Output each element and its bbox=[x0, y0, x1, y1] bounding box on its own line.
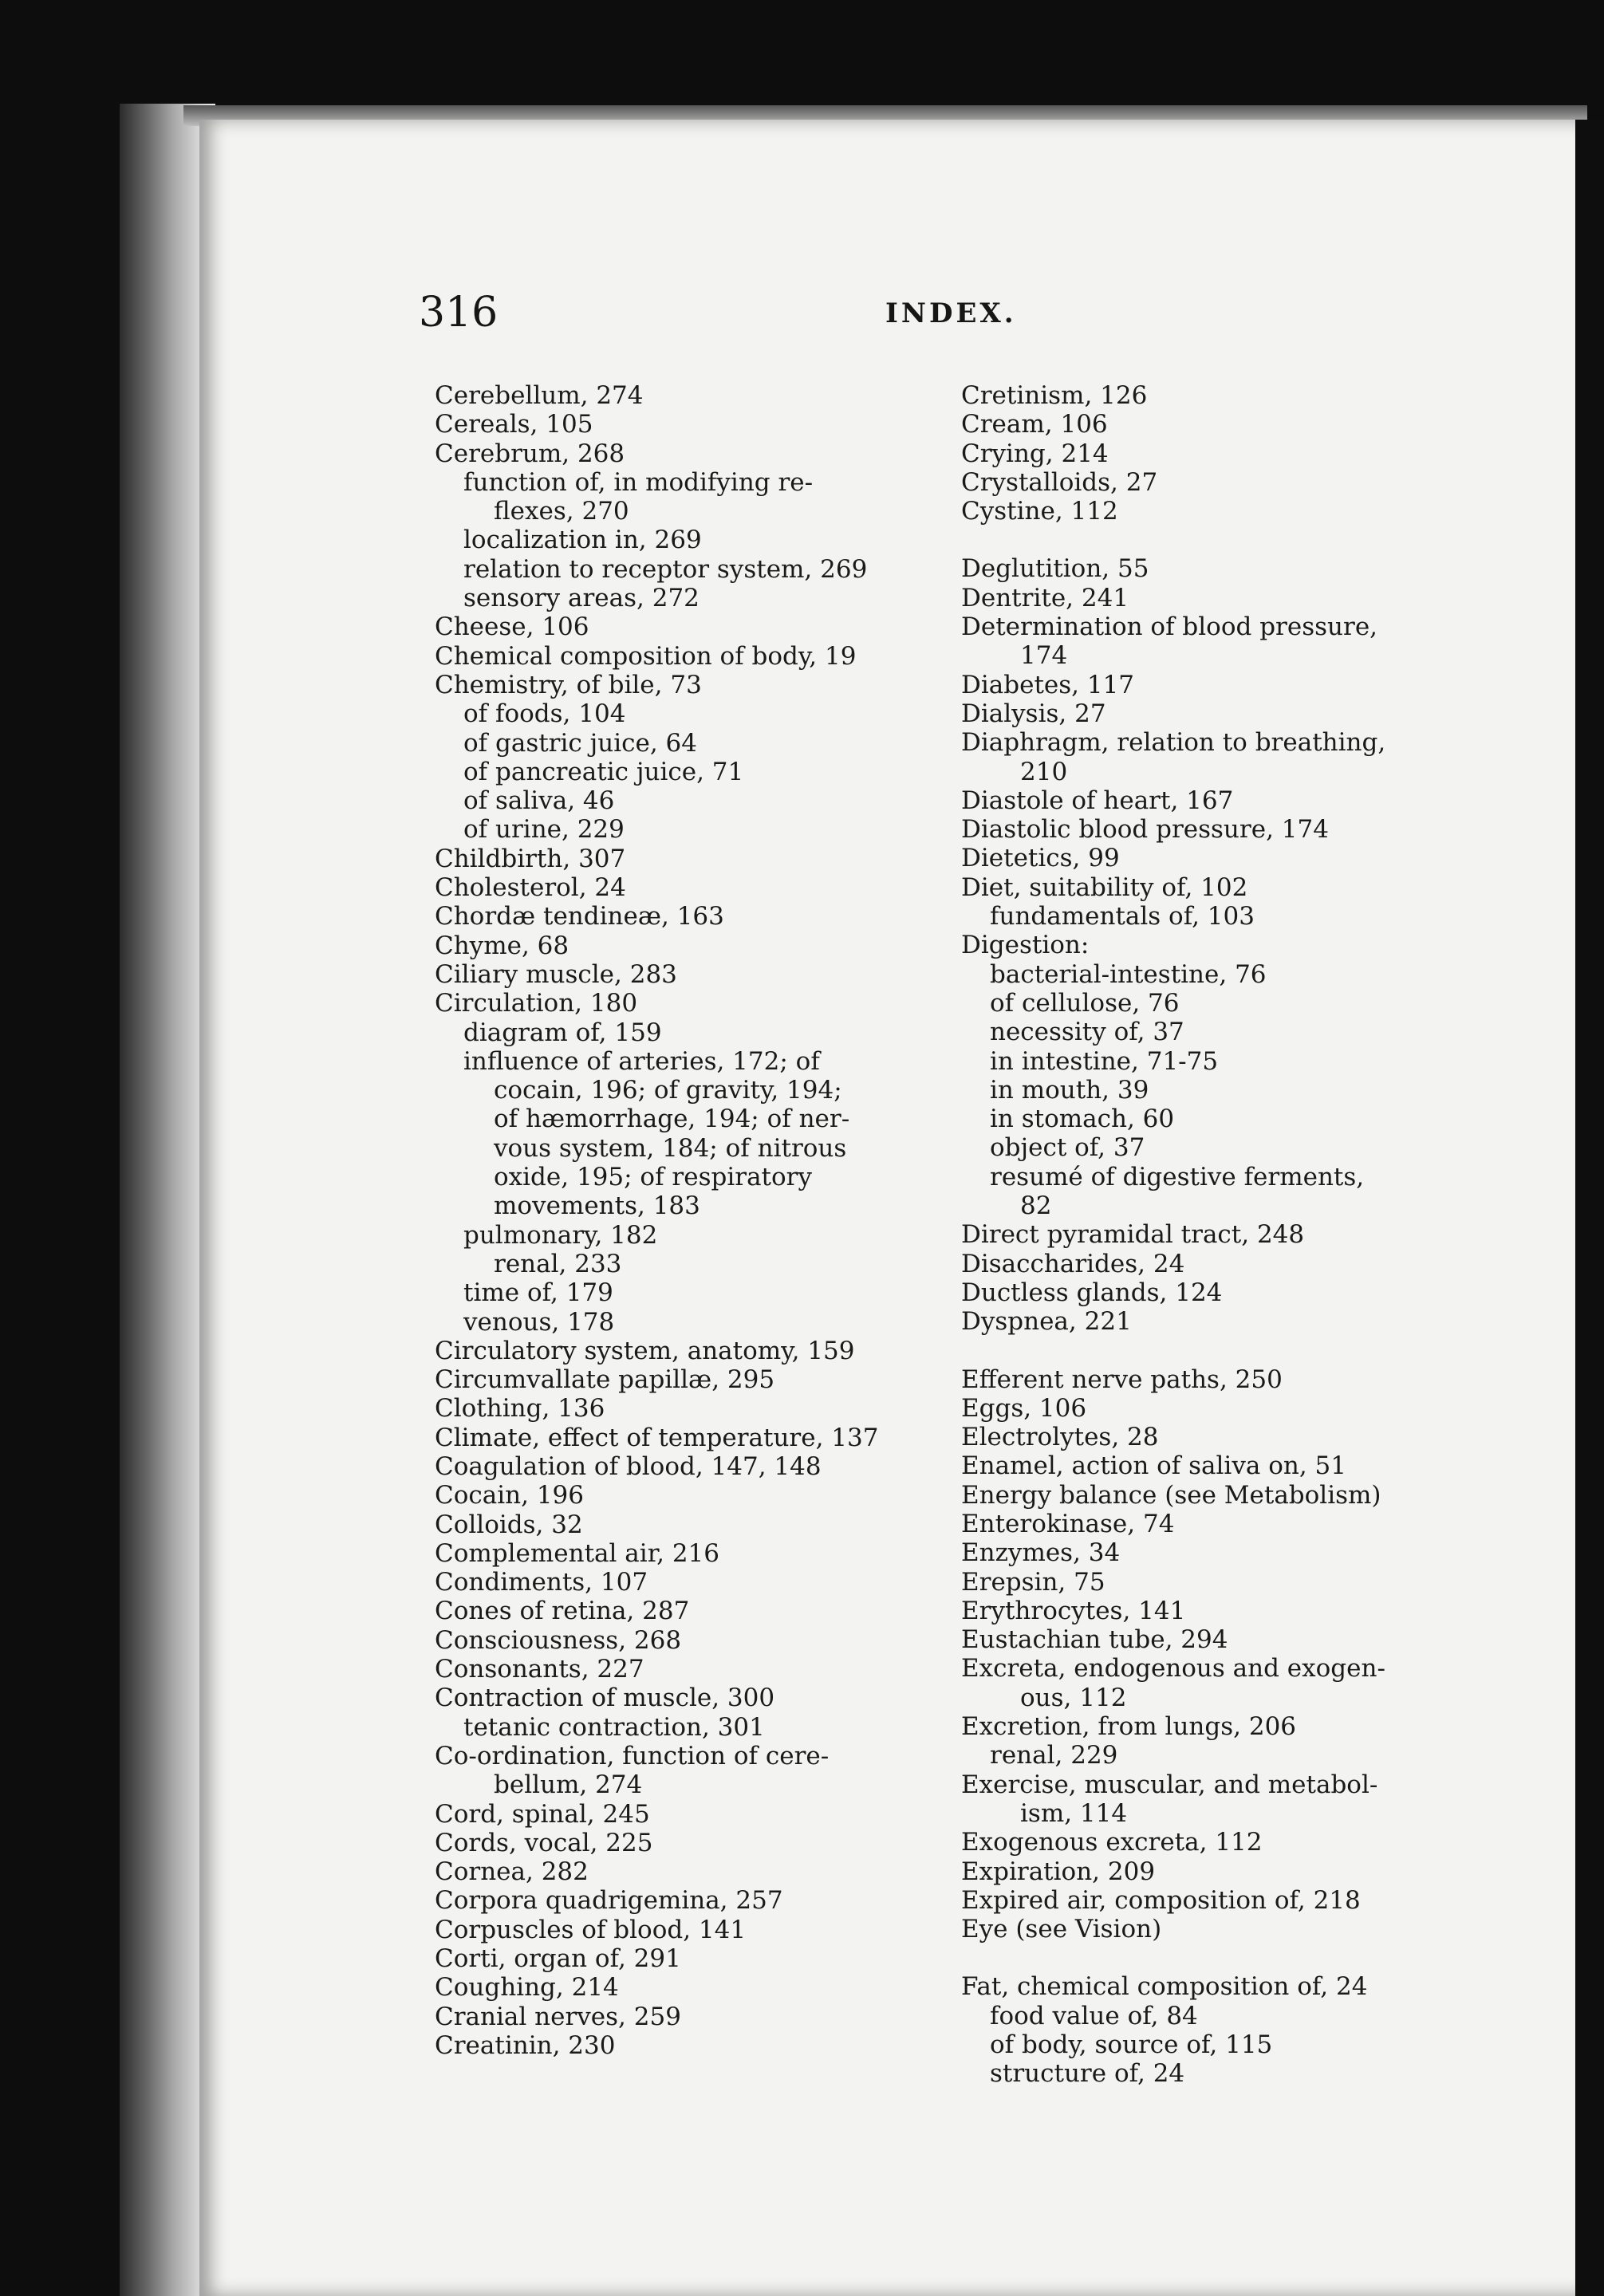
index-entry: Digestion: bbox=[961, 931, 1090, 960]
index-entry: Chyme, 68 bbox=[435, 931, 569, 960]
index-entry: Direct pyramidal tract, 248 bbox=[961, 1220, 1305, 1250]
index-entry: Condiments, 107 bbox=[435, 1568, 648, 1597]
index-entry: Expiration, 209 bbox=[961, 1857, 1156, 1886]
index-section-gap bbox=[961, 1337, 1472, 1365]
index-entry: Excreta, endogenous and exogen- bbox=[961, 1654, 1385, 1684]
index-entry: of body, source of, 115 bbox=[990, 2030, 1273, 2060]
index-entry: Cretinism, 126 bbox=[961, 381, 1148, 410]
index-entry: Chemistry, of bile, 73 bbox=[435, 670, 702, 699]
index-entry: Cystine, 112 bbox=[961, 497, 1118, 526]
index-entry: of gastric juice, 64 bbox=[463, 728, 697, 758]
index-entry: resumé of digestive ferments, bbox=[990, 1162, 1365, 1191]
index-entry: vous system, 184; of nitrous bbox=[494, 1133, 847, 1163]
index-entry: Dentrite, 241 bbox=[961, 583, 1129, 612]
index-entry: Expired air, composition of, 218 bbox=[961, 1885, 1361, 1915]
index-entry: Diastolic blood pressure, 174 bbox=[961, 815, 1329, 845]
index-entry: Chemical composition of body, 19 bbox=[435, 641, 857, 671]
index-entry: Cocain, 196 bbox=[435, 1481, 584, 1510]
index-entry: Excretion, from lungs, 206 bbox=[961, 1712, 1297, 1742]
index-entry: Fat, chemical composition of, 24 bbox=[961, 1972, 1368, 2002]
index-entry: of pancreatic juice, 71 bbox=[463, 757, 744, 786]
index-entry: Cones of retina, 287 bbox=[435, 1597, 690, 1626]
index-entry: Corpora quadrigemina, 257 bbox=[435, 1886, 783, 1916]
index-entry: Determination of blood pressure, bbox=[961, 612, 1378, 642]
index-entry: in mouth, 39 bbox=[990, 1075, 1149, 1105]
index-entry: Clothing, 136 bbox=[435, 1394, 605, 1424]
index-entry: of saliva, 46 bbox=[463, 786, 615, 816]
index-entry: function of, in modifying re- bbox=[463, 467, 814, 497]
index-entry: localization in, 269 bbox=[463, 526, 702, 555]
index-entry: Coughing, 214 bbox=[435, 1973, 619, 2003]
index-entry: Enzymes, 34 bbox=[961, 1538, 1121, 1568]
index-entry: Cerebrum, 268 bbox=[435, 439, 625, 468]
index-entry: of foods, 104 bbox=[463, 699, 626, 729]
index-entry: Cholesterol, 24 bbox=[435, 873, 626, 903]
index-entry: Contraction of muscle, 300 bbox=[435, 1684, 775, 1713]
index-entry: sensory areas, 272 bbox=[463, 584, 700, 613]
index-entry: Consonants, 227 bbox=[435, 1655, 644, 1684]
index-entry: Exogenous excreta, 112 bbox=[961, 1828, 1263, 1857]
index-entry: fundamentals of, 103 bbox=[990, 902, 1255, 931]
index-entry: Coagulation of blood, 147, 148 bbox=[435, 1451, 822, 1481]
index-entry: Creatinin, 230 bbox=[435, 2030, 616, 2060]
index-entry: flexes, 270 bbox=[494, 497, 629, 526]
index-entry: Disaccharides, 24 bbox=[961, 1249, 1185, 1278]
index-entry: 174 bbox=[1020, 641, 1068, 671]
index-entry: Dialysis, 27 bbox=[961, 699, 1106, 728]
index-entry: Eustachian tube, 294 bbox=[961, 1625, 1228, 1655]
index-entry: Complemental air, 216 bbox=[435, 1538, 719, 1568]
index-entry: Cord, spinal, 245 bbox=[435, 1799, 650, 1829]
index-entry: structure of, 24 bbox=[990, 2059, 1185, 2089]
index-entry: Enterokinase, 74 bbox=[961, 1509, 1175, 1538]
index-entry: time of, 179 bbox=[463, 1278, 613, 1308]
page-number: 316 bbox=[419, 289, 499, 337]
index-entry: Diastole of heart, 167 bbox=[961, 786, 1234, 815]
index-entry: Corpuscles of blood, 141 bbox=[435, 1915, 747, 1944]
index-entry: ism, 114 bbox=[1020, 1798, 1128, 1828]
index-entry: Diabetes, 117 bbox=[961, 670, 1135, 699]
index-entry: oxide, 195; of respiratory bbox=[494, 1163, 813, 1192]
index-entry: Exercise, muscular, and metabol- bbox=[961, 1770, 1378, 1799]
index-entry: Erepsin, 75 bbox=[961, 1567, 1105, 1597]
index-entry: Diet, suitability of, 102 bbox=[961, 872, 1248, 902]
index-entry: object of, 37 bbox=[990, 1133, 1145, 1163]
index-section-gap bbox=[961, 1944, 1472, 1972]
index-entry: relation to receptor system, 269 bbox=[463, 554, 868, 584]
index-entry: Cheese, 106 bbox=[435, 612, 589, 642]
index-entry: Corti, organ of, 291 bbox=[435, 1944, 681, 1974]
index-entry: Deglutition, 55 bbox=[961, 554, 1149, 584]
index-entry: in stomach, 60 bbox=[990, 1105, 1175, 1134]
index-entry: Enamel, action of saliva on, 51 bbox=[961, 1451, 1346, 1481]
index-entry: Dyspnea, 221 bbox=[961, 1307, 1132, 1337]
index-entry: Childbirth, 307 bbox=[435, 844, 626, 873]
index-entry: Electrolytes, 28 bbox=[961, 1423, 1159, 1452]
index-entry: 82 bbox=[1020, 1191, 1052, 1221]
index-entry: food value of, 84 bbox=[990, 2001, 1198, 2030]
index-column-left bbox=[435, 381, 945, 2060]
index-entry: influence of arteries, 172; of bbox=[463, 1046, 820, 1076]
index-entry: diagram of, 159 bbox=[463, 1018, 662, 1047]
index-entry: Cranial nerves, 259 bbox=[435, 2002, 681, 2031]
index-entry: Colloids, 32 bbox=[435, 1510, 583, 1539]
index-entry: Erythrocytes, 141 bbox=[961, 1596, 1186, 1625]
index-section-gap bbox=[961, 526, 1472, 554]
index-entry: bellum, 274 bbox=[494, 1770, 643, 1800]
index-entry: Chordæ tendineæ, 163 bbox=[435, 902, 724, 931]
index-entry: Energy balance (see Metabolism) bbox=[961, 1480, 1381, 1510]
index-entry: bacterial-intestine, 76 bbox=[990, 959, 1267, 989]
index-entry: Cream, 106 bbox=[961, 410, 1108, 439]
index-entry: Climate, effect of temperature, 137 bbox=[435, 1423, 879, 1452]
index-entry: Cereals, 105 bbox=[435, 410, 593, 439]
index-entry: Diaphragm, relation to breathing, bbox=[961, 728, 1386, 758]
index-entry: Efferent nerve paths, 250 bbox=[961, 1365, 1283, 1394]
index-entry: necessity of, 37 bbox=[990, 1018, 1184, 1047]
index-entry: cocain, 196; of gravity, 194; bbox=[494, 1076, 842, 1105]
running-title: INDEX. bbox=[885, 297, 1017, 329]
index-entry: Circumvallate papillæ, 295 bbox=[435, 1365, 775, 1395]
index-entry: Co-ordination, function of cere- bbox=[435, 1741, 830, 1770]
index-entry: Dietetics, 99 bbox=[961, 844, 1120, 873]
index-entry: Eggs, 106 bbox=[961, 1393, 1087, 1423]
index-entry: venous, 178 bbox=[463, 1307, 615, 1337]
index-entry: movements, 183 bbox=[494, 1191, 700, 1221]
index-entry: renal, 233 bbox=[494, 1249, 622, 1278]
page-right-edge bbox=[1575, 120, 1604, 2296]
index-entry: of cellulose, 76 bbox=[990, 988, 1180, 1018]
index-entry: renal, 229 bbox=[990, 1741, 1118, 1770]
index-entry: Eye (see Vision) bbox=[961, 1915, 1162, 1944]
index-entry: pulmonary, 182 bbox=[463, 1220, 658, 1250]
index-entry: Consciousness, 268 bbox=[435, 1625, 682, 1655]
index-entry: Ciliary muscle, 283 bbox=[435, 959, 677, 989]
index-entry: in intestine, 71-75 bbox=[990, 1046, 1219, 1076]
index-entry: of urine, 229 bbox=[463, 815, 625, 845]
index-entry: Cords, vocal, 225 bbox=[435, 1828, 653, 1857]
index-column-right bbox=[961, 381, 1472, 2089]
index-entry: of hæmorrhage, 194; of ner- bbox=[494, 1105, 850, 1134]
index-entry: Cerebellum, 274 bbox=[435, 381, 644, 410]
index-entry: Circulation, 180 bbox=[435, 989, 638, 1018]
index-entry: tetanic contraction, 301 bbox=[463, 1712, 765, 1742]
index-entry: Crystalloids, 27 bbox=[961, 467, 1158, 497]
index-entry: Cornea, 282 bbox=[435, 1857, 589, 1887]
index-entry: ous, 112 bbox=[1020, 1683, 1127, 1712]
index-entry: Crying, 214 bbox=[961, 439, 1109, 468]
index-entry: Ductless glands, 124 bbox=[961, 1278, 1223, 1307]
index-entry: Circulatory system, anatomy, 159 bbox=[435, 1336, 855, 1365]
index-entry: 210 bbox=[1020, 757, 1068, 786]
